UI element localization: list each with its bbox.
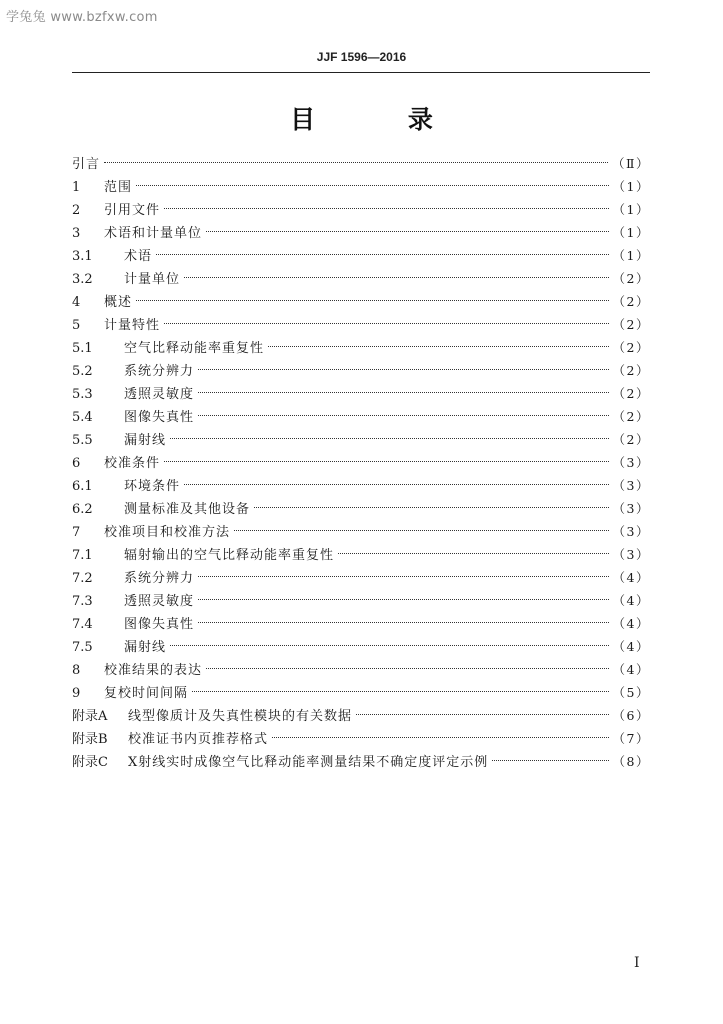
toc-dot-leader xyxy=(156,254,609,255)
toc-section-title: 透照灵敏度 xyxy=(124,594,195,609)
toc-entry[interactable] xyxy=(72,474,650,497)
toc-entry[interactable] xyxy=(72,290,650,313)
page-title: 目 录 xyxy=(290,105,475,134)
table-of-contents xyxy=(72,152,650,773)
toc-section-number: 6 xyxy=(72,456,81,471)
toc-entry[interactable] xyxy=(72,520,650,543)
header-rule xyxy=(72,72,650,73)
toc-section-number: 9 xyxy=(72,686,81,701)
toc-page-number: （Ⅱ） xyxy=(612,156,650,171)
toc-entry[interactable] xyxy=(72,727,650,750)
toc-entry[interactable] xyxy=(72,267,650,290)
toc-entry[interactable] xyxy=(72,704,650,727)
toc-section-number: 7.3 xyxy=(72,594,93,609)
toc-dot-leader xyxy=(164,208,609,209)
standard-code-header: JJF 1596—2016 xyxy=(316,50,407,64)
toc-entry[interactable] xyxy=(72,313,650,336)
toc-dot-leader xyxy=(164,461,609,462)
toc-section-title: 漏射线 xyxy=(124,640,167,655)
toc-section-number: 3.1 xyxy=(72,249,93,264)
toc-page-number: （3） xyxy=(612,478,650,493)
toc-section-title: 计量特性 xyxy=(104,318,161,333)
toc-dot-leader xyxy=(198,415,609,416)
toc-dot-leader xyxy=(206,668,609,669)
toc-section-title: 范围 xyxy=(104,180,133,195)
toc-entry[interactable] xyxy=(72,497,650,520)
toc-section-number: 5.4 xyxy=(72,410,93,425)
toc-dot-leader xyxy=(192,691,609,692)
toc-page-number: （2） xyxy=(612,386,650,401)
toc-section-title: 空气比释动能率重复性 xyxy=(124,341,265,356)
toc-dot-leader xyxy=(170,645,609,646)
toc-section-title: 图像失真性 xyxy=(124,617,195,632)
toc-page-number: （1） xyxy=(612,179,650,194)
toc-entry[interactable] xyxy=(72,405,650,428)
toc-page-number: （4） xyxy=(612,570,650,585)
toc-page-number: （3） xyxy=(612,547,650,562)
toc-entry[interactable] xyxy=(72,382,650,405)
toc-section-number: 7.5 xyxy=(72,640,93,655)
toc-page-number: （2） xyxy=(612,317,650,332)
toc-page-number: （4） xyxy=(612,639,650,654)
toc-dot-leader xyxy=(198,369,609,370)
toc-page-number: （3） xyxy=(612,455,650,470)
toc-page-number: （2） xyxy=(612,294,650,309)
toc-page-number: （3） xyxy=(612,524,650,539)
toc-section-title: 辐射输出的空气比释动能率重复性 xyxy=(124,548,335,563)
toc-dot-leader xyxy=(492,760,608,761)
toc-section-title: 校准项目和校准方法 xyxy=(104,525,231,540)
toc-section-title: 系统分辨力 xyxy=(124,571,195,586)
toc-section-number: 6.1 xyxy=(72,479,93,494)
toc-page-number: （2） xyxy=(612,271,650,286)
toc-dot-leader xyxy=(272,737,609,738)
toc-section-title: 校准条件 xyxy=(104,456,161,471)
toc-entry[interactable] xyxy=(72,635,650,658)
toc-section-title: 概述 xyxy=(104,295,133,310)
toc-section-number: 5.2 xyxy=(72,364,93,379)
toc-section-number: 3.2 xyxy=(72,272,93,287)
toc-section-number: 5.1 xyxy=(72,341,93,356)
toc-section-title: 图像失真性 xyxy=(124,410,195,425)
toc-section-number: 3 xyxy=(72,226,81,241)
toc-section-title: 系统分辨力 xyxy=(124,364,195,379)
toc-dot-leader xyxy=(338,553,609,554)
toc-section-title: 计量单位 xyxy=(124,272,181,287)
toc-dot-leader xyxy=(206,231,609,232)
toc-page-number: （2） xyxy=(612,340,650,355)
toc-section-number: 附录C xyxy=(72,755,108,770)
toc-page-number: （8） xyxy=(612,754,650,769)
toc-section-number: 5 xyxy=(72,318,81,333)
toc-dot-leader xyxy=(234,530,609,531)
page-number: I xyxy=(634,955,640,971)
toc-entry[interactable] xyxy=(72,543,650,566)
toc-section-title: 校准结果的表达 xyxy=(104,663,203,678)
toc-page-number: （1） xyxy=(612,248,650,263)
toc-page-number: （4） xyxy=(612,662,650,677)
toc-section-number: 附录B xyxy=(72,732,108,747)
toc-entry[interactable] xyxy=(72,244,650,267)
toc-dot-leader xyxy=(136,185,609,186)
toc-page-number: （2） xyxy=(612,409,650,424)
toc-page-number: （3） xyxy=(612,501,650,516)
toc-entry[interactable] xyxy=(72,658,650,681)
toc-entry[interactable] xyxy=(72,359,650,382)
toc-dot-leader xyxy=(198,622,609,623)
toc-section-title: 引用文件 xyxy=(104,203,161,218)
toc-page-number: （4） xyxy=(612,616,650,631)
toc-section-number: 8 xyxy=(72,663,81,678)
toc-dot-leader xyxy=(198,599,609,600)
toc-dot-leader xyxy=(254,507,609,508)
toc-page-number: （2） xyxy=(612,432,650,447)
toc-page-number: （2） xyxy=(612,363,650,378)
toc-dot-leader xyxy=(198,392,609,393)
toc-entry[interactable] xyxy=(72,175,650,198)
toc-section-number: 4 xyxy=(72,295,81,310)
toc-section-title: 透照灵敏度 xyxy=(124,387,195,402)
toc-page-number: （5） xyxy=(612,685,650,700)
watermark-text: 学兔兔 www.bzfxw.com xyxy=(6,10,158,25)
toc-section-number: 6.2 xyxy=(72,502,93,517)
toc-section-number: 1 xyxy=(72,180,81,195)
toc-section-number: 5.5 xyxy=(72,433,93,448)
toc-entry[interactable] xyxy=(72,336,650,359)
toc-section-title: 环境条件 xyxy=(124,479,181,494)
toc-section-title: 术语和计量单位 xyxy=(104,226,203,241)
toc-entry[interactable] xyxy=(72,589,650,612)
toc-dot-leader xyxy=(136,300,609,301)
toc-entry[interactable] xyxy=(72,750,650,773)
toc-section-number: 7 xyxy=(72,525,81,540)
toc-page-number: （7） xyxy=(612,731,650,746)
toc-section-title: 校准证书内页推荐格式 xyxy=(128,732,269,747)
toc-dot-leader xyxy=(184,277,609,278)
toc-dot-leader xyxy=(170,438,609,439)
toc-section-number: 7.1 xyxy=(72,548,93,563)
toc-entry[interactable] xyxy=(72,451,650,474)
toc-entry[interactable] xyxy=(72,681,650,704)
toc-page-number: （1） xyxy=(612,225,650,240)
toc-entry[interactable] xyxy=(72,221,650,244)
toc-section-number: 5.3 xyxy=(72,387,93,402)
toc-dot-leader xyxy=(198,576,609,577)
toc-section-title: 漏射线 xyxy=(124,433,167,448)
toc-dot-leader xyxy=(268,346,609,347)
toc-section-number: 7.2 xyxy=(72,571,93,586)
toc-entry[interactable] xyxy=(72,198,650,221)
toc-section-number: 2 xyxy=(72,203,81,218)
toc-section-title: X射线实时成像空气比释动能率测量结果不确定度评定示例 xyxy=(128,755,489,770)
toc-section-title: 线型像质计及失真性模块的有关数据 xyxy=(128,709,353,724)
toc-entry[interactable] xyxy=(72,152,650,175)
toc-section-title: 引言 xyxy=(72,157,101,172)
toc-page-number: （6） xyxy=(612,708,650,723)
toc-section-title: 术语 xyxy=(124,249,153,264)
toc-entry[interactable] xyxy=(72,566,650,589)
toc-section-number: 7.4 xyxy=(72,617,93,632)
toc-dot-leader xyxy=(164,323,609,324)
toc-page-number: （1） xyxy=(612,202,650,217)
toc-section-title: 测量标准及其他设备 xyxy=(124,502,251,517)
toc-section-number: 附录A xyxy=(72,709,108,724)
toc-entry[interactable] xyxy=(72,428,650,451)
toc-dot-leader xyxy=(104,162,608,163)
toc-entry[interactable] xyxy=(72,612,650,635)
toc-dot-leader xyxy=(356,714,609,715)
toc-page-number: （4） xyxy=(612,593,650,608)
toc-section-title: 复校时间间隔 xyxy=(104,686,189,701)
toc-dot-leader xyxy=(184,484,609,485)
